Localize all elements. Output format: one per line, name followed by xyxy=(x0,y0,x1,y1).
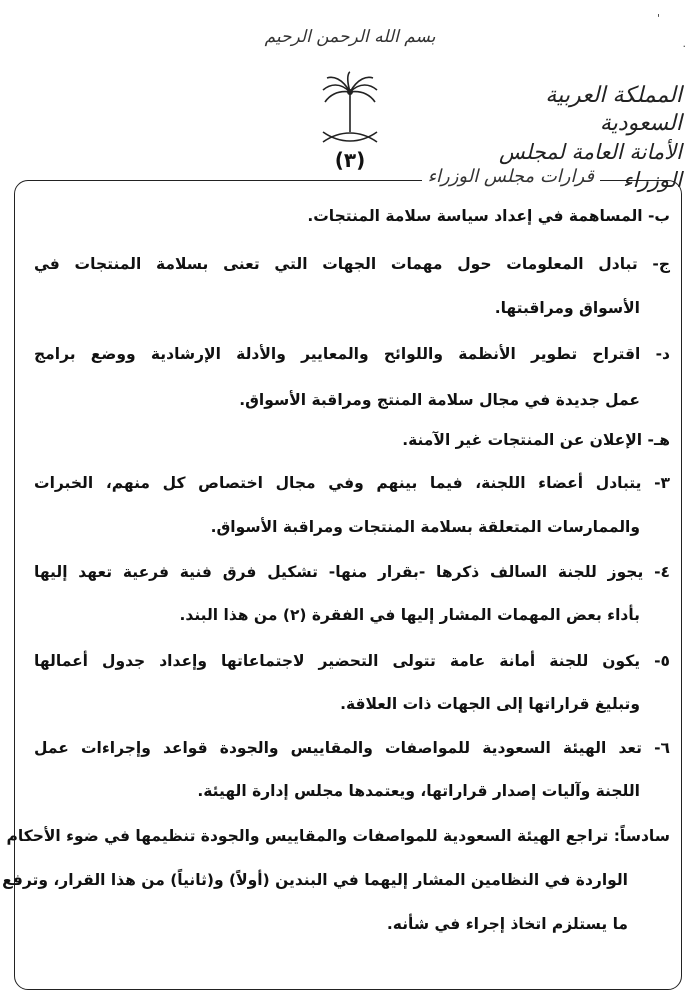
text-line: والممارسات المتعلقة بسلامة المنتجات ومراقبة الأسواق. xyxy=(210,518,640,536)
org-line-1: المملكة العربية السعودية xyxy=(545,83,682,136)
basmala: بسم الله الرحمن الرحيم xyxy=(264,27,436,47)
org-line-2: الأمانة العامة لمجلس الوزراء xyxy=(498,140,682,192)
text-line: د- اقتراح تطوير الأنظمة واللوائح والمعايير والأدلة الإرشادية ووضع برامج xyxy=(34,345,670,363)
text-line: الواردة في النظامين المشار إليهما في البندين (أولاً) و(ثانياً) من هذا القرار، وترفع xyxy=(2,871,628,889)
text-line: هـ- الإعلان عن المنتجات غير الآمنة. xyxy=(402,431,670,449)
text-line: ٣- يتبادل أعضاء اللجنة، فيما بينهم وفي مجال اختصاص كل منهم، الخبرات xyxy=(34,474,670,492)
text-line: ما يستلزم اتخاذ إجراء في شأنه. xyxy=(386,915,628,933)
text-line: ج- تبادل المعلومات حول مهمات الجهات التي تعنى بسلامة المنتجات في xyxy=(34,255,670,273)
text-line: وتبليغ قراراتها إلى الجهات ذات العلاقة. xyxy=(340,695,640,713)
text-line: بأداء بعض المهمات المشار إليها في الفقرة (٢) من هذا البند. xyxy=(179,606,640,624)
text-line: اللجنة وآليات إصدار قراراتها، ويعتمدها مجلس إدارة الهيئة. xyxy=(197,782,640,800)
text-line: ب- المساهمة في إعداد سياسة سلامة المنتجات. xyxy=(307,207,670,225)
text-line: ٦- تعد الهيئة السعودية للمواصفات والمقاييس والجودة قواعد وإجراءات عمل xyxy=(34,739,670,757)
corner-mark-2: · xyxy=(682,40,686,53)
corner-mark: ' xyxy=(656,12,660,25)
text-line: الأسواق ومراقبتها. xyxy=(494,299,640,317)
page-number: (٣) xyxy=(334,148,366,172)
text-line: ٥- يكون للجنة أمانة عامة تتولى التحضير لاجتماعاتها وإعداد جدول أعمالها xyxy=(34,652,670,670)
saudi-emblem-icon xyxy=(315,70,385,150)
text-line: سادساً: تراجع الهيئة السعودية للمواصفات والمقاييس والجودة تنظيمها في ضوء الأحكام xyxy=(6,827,670,845)
text-line: عمل جديدة في مجال سلامة المنتج ومراقبة الأسواق. xyxy=(239,391,640,409)
text-line: ٤- يجوز للجنة السالف ذكرها -بقرار منها- تشكيل فرق فنية فرعية تعهد إليها xyxy=(34,563,670,581)
org-subtitle: قرارات مجلس الوزراء xyxy=(422,166,600,187)
